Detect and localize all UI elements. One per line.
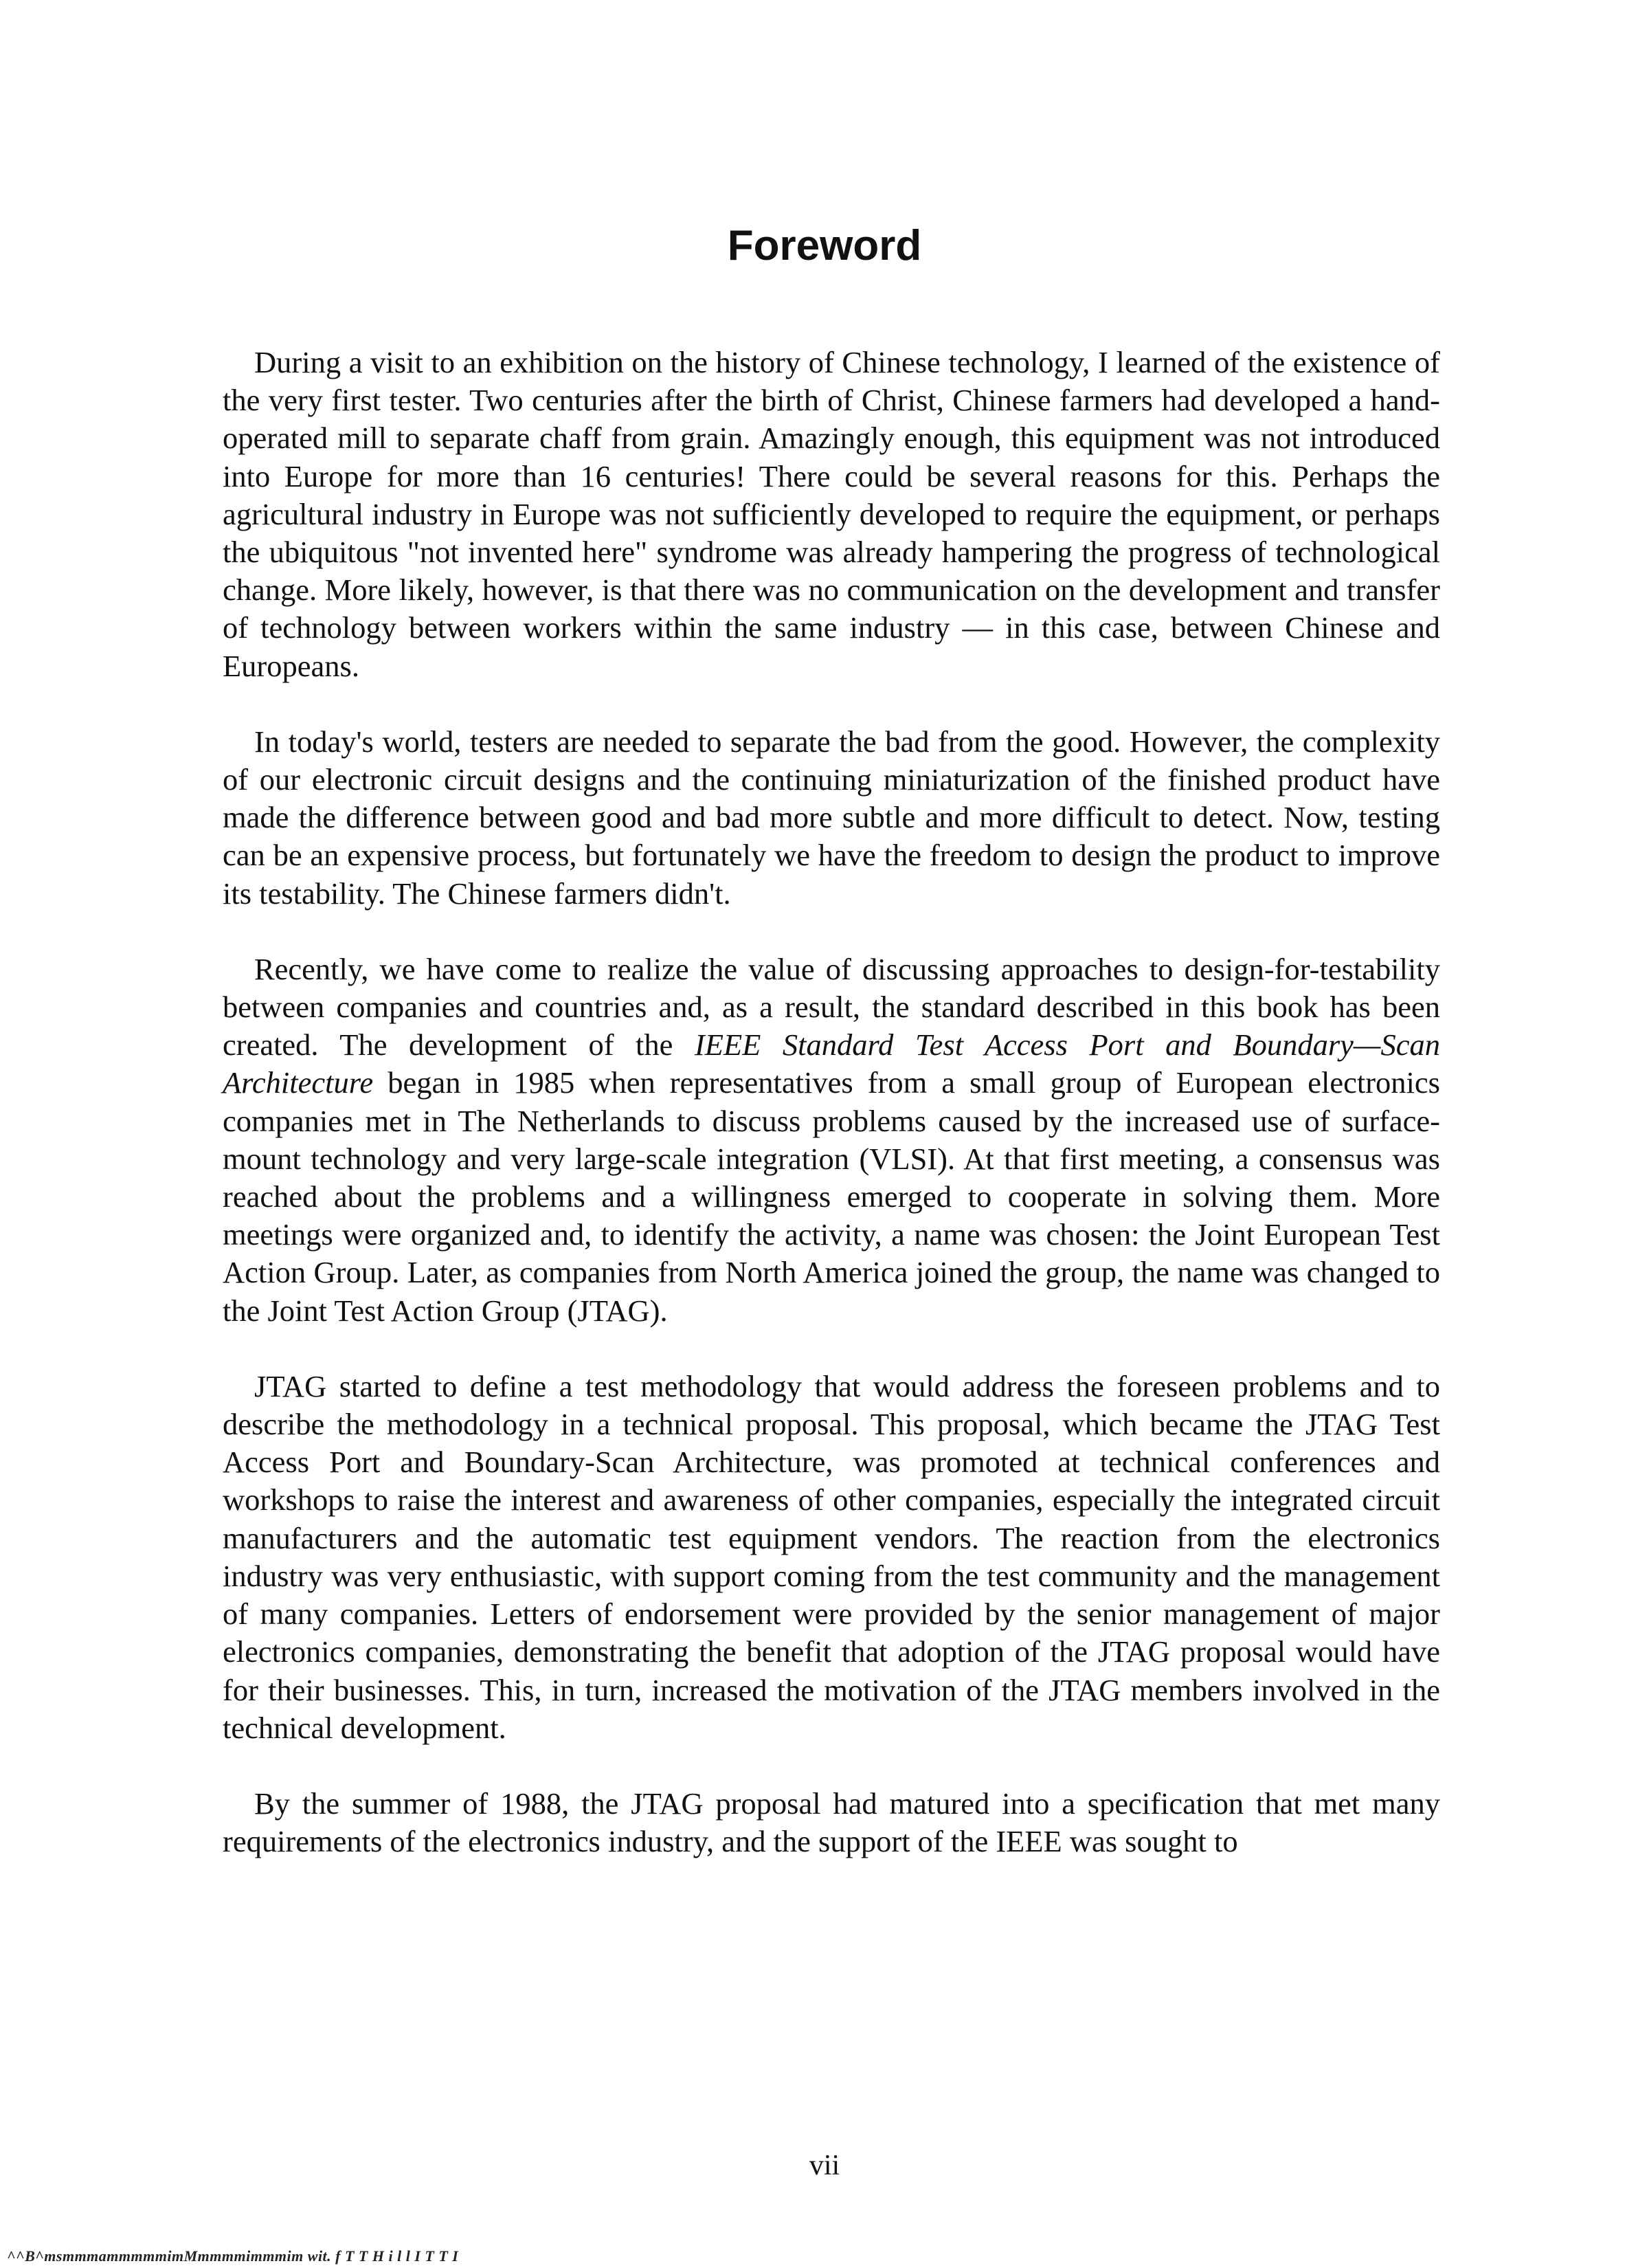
foreword-body xyxy=(223,344,1440,1860)
page-title: Foreword xyxy=(727,222,922,269)
paragraph-3-text-before: Recently, we have come to realize the value of discussing approaches to design-for-testability between companies and countries and, as a result, the standard described in this book has been created. The development of the xyxy=(223,951,1440,1063)
paragraph-1: During a visit to an exhibition on the history of Chinese technology, I learned of the existence of the very first tester. Two centuries after the birth of Christ, Chinese farmers had developed a hand-operated mill to separate chaff from grain. Amazingly enough, this equipment was not introduced into Europe for more than 16 centuries! There could be several reasons for this. Perhaps the agricultural industry in Europe was not sufficiently developed to require the equipment, or perhaps the ubiquitous "not invented here" syndrome was already hampering the progress of technological change. More likely, however, is that there was no communication on the development and transfer of technology between workers within the same industry — in this case, between Chinese and Europeans. xyxy=(223,345,1440,683)
standard-title-italic: IEEE Standard Test Access Port and Boundary—Scan Architecture xyxy=(223,1027,1440,1100)
paragraph-5: By the summer of 1988, the JTAG proposal had matured into a specification that met many requirements of the electronics industry, and the support of the IEEE was sought to xyxy=(223,1786,1440,1859)
page-number: vii xyxy=(809,2150,840,2181)
paragraph-2: In today's world, testers are needed to separate the bad from the good. However, the complexity of our electronic circuit designs and the continuing miniaturization of the finished product have made the difference between good and bad more subtle and more difficult to detect. Now, testing can be an expensive process, but fortunately we have the freedom to design the product to improve its testability. The Chinese farmers didn't. xyxy=(223,724,1440,911)
scan-footer-artifact: ^^B^msmmmammmmmimMmmmmimmmim wit. f T T H i l l I T T I xyxy=(7,2247,459,2265)
paragraph-3-text-after: began in 1985 when representatives from a small group of European electronics companies met in The Netherlands to discuss problems caused by the increased use of surface-mount technology and very large-scale integration (VLSI). At that first meeting, a consensus was reached about the problems and a willingness emerged to cooperate in solving them. More meetings were organized and, to identify the activity, a name was chosen: the Joint European Test Action Group. Later, as companies from North America joined the group, the name was changed to the Joint Test Action Group (JTAG). xyxy=(223,1065,1440,1328)
paragraph-4: JTAG started to define a test methodology that would address the foreseen problems and to describe the methodology in a technical proposal. This proposal, which became the JTAG Test Access Port and Boundary-Scan Architecture, was promoted at technical conferences and workshops to raise the interest and awareness of other companies, especially the integrated circuit manufacturers and the automatic test equipment vendors. The reaction from the electronics industry was very enthusiastic, with support coming from the test community and the management of many companies. Letters of endorsement were provided by the senior management of major electronics companies, demonstrating the benefit that adoption of the JTAG proposal would have for their businesses. This, in turn, increased the motivation of the JTAG members involved in the technical development. xyxy=(223,1368,1440,1745)
paragraph-3 xyxy=(223,950,1440,1330)
